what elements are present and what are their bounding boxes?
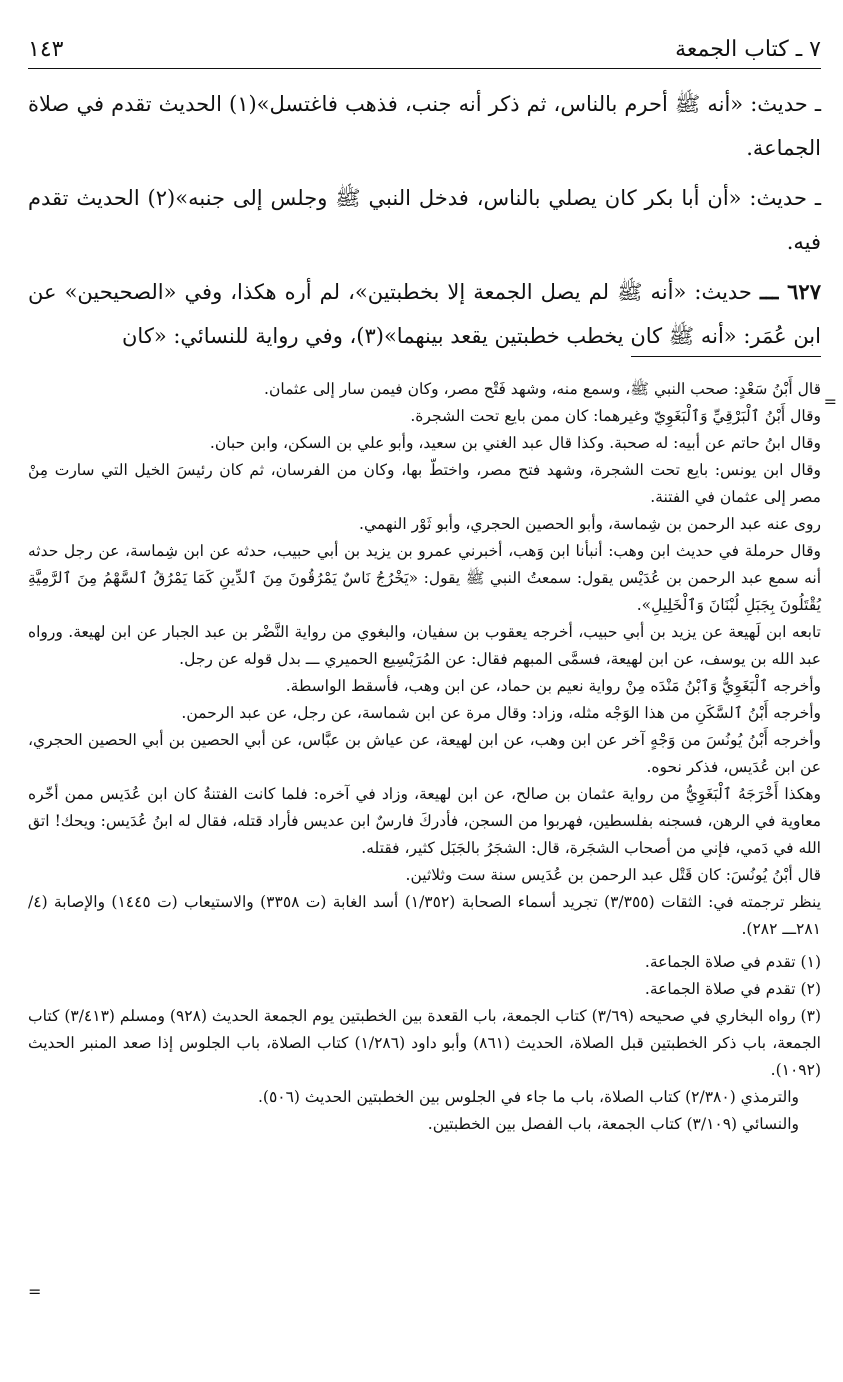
continuation-mark-top: =: [823, 392, 837, 411]
footnotes: [28, 376, 821, 1138]
footnote-divider: [631, 356, 821, 357]
note-line: وأخرجه أَبْنُ ٱلسَّكَنِ من هذا الوَجْه مثله، وزاد: وقال مرة عن ابن شماسة، عن رجل، عن عبد الرحمن.: [181, 704, 821, 722]
note-line: وهكذا أَخْرَجَهُ ٱلْبَغَوِيُّ من رواية عثمان بن صالح، عن ابن لهيعة، وزاد في آخره: فلما كانت الفتنةُ كان ابن عُدَيس ممن أخّره معاوية في الرهن، فسجنه بفلسطين، فهربوا من السجن، فأدركَ فارسٌ ابن عديس فأراد قتله، فقال له ابنُ عُدَيس: ويحك! اتق الله في دَمي، فإني من أصحاب الشجَرة، قال: الشجَرُ بالجَبَل كثير، فقتله.: [28, 785, 821, 857]
main-text: [28, 82, 821, 364]
footnote-3: (٣) رواه البخاري في صحيحه (٣/٦٩) كتاب الجمعة، باب القعدة بين الخطبتين يوم الجمعة الحديث (٩٢٨) ومسلم (٣/٤١٣) كتاب الجمعة، باب ذكر الخطبتين قبل الصلاة، الحديث (٨٦١) وأبو داود (١/٢٨٦) كتاب الصلاة، باب الجلوس إذا صعد المنبر الحديث (١٠٩٢).: [28, 1007, 821, 1079]
continuation-mark-bottom: =: [28, 1282, 42, 1301]
hadith-paragraph-2: ـ حديث: «أن أبا بكر كان يصلي بالناس، فدخل النبي ﷺ وجلس إلى جنبه»(٢) الحديث تقدم فيه.: [28, 186, 821, 254]
note-line: ينظر ترجمته في: الثقات (٣/٣٥٥) تجريد أسماء الصحابة (١/٣٥٢) أسد الغابة (ت ٣٣٥٨) والاستيعاب (ت ١٤٤٥) والإصابة (٤/ ٢٨١ـــ ٢٨٢).: [28, 893, 822, 938]
footnote-1: (١) تقدم في صلاة الجماعة.: [644, 953, 821, 971]
footnote-2: (٢) تقدم في صلاة الجماعة.: [644, 980, 821, 998]
page-header: [28, 30, 821, 69]
note-line: روى عنه عبد الرحمن بن شِماسة، وأبو الحصين الحجري، وأبو ثَوْر النهمي.: [359, 515, 821, 533]
chapter-title: ٧ ـ كتاب الجمعة: [675, 37, 821, 62]
note-line: تابعه ابن لَهيعة عن يزيد بن أبي حبيب، أخرجه يعقوب بن سفيان، والبغوي من رواية النَّضْر بن عبد الجبار عن ابن لهيعة. ورواه عبد الله بن يوسف، عن ابن لهيعة، فسمَّى المبهم فقال: عن المُرَيْسِيع الحميري ـــ بدل قوله عن رجل.: [28, 623, 821, 668]
hadith-paragraph-1: ـ حديث: «أنه ﷺ أحرم بالناس، ثم ذكر أنه جنب، فذهب فاغتسل»(١) الحديث تقدم في صلاة الجماعة.: [28, 92, 821, 160]
note-line: قال أبْنُ يُونُسَ: كان قَتْل عبد الرحمن بن عُدَيس سنة ست وثلاثين.: [405, 866, 821, 884]
note-line: وأخرجه ٱلْبَغَوِيُّ وَٱبْنُ مَنْدَه مِنْ رواية نعيم بن حماد، عن ابن وهب، فأسقط الواسطة.: [285, 677, 821, 695]
footnote-3-cont-1: والترمذي (٢/٣٨٠) كتاب الصلاة، باب ما جاء في الجلوس بين الخطبتين الحديث (٥٠٦).: [257, 1088, 799, 1106]
note-line: وقال أَبْنُ ٱلْبَرْقِيِّ وَٱلْبَغَوِيّ وغيرهما: كان ممن بايع تحت الشجرة.: [410, 407, 821, 425]
note-line: قال أَبْنُ سَعْدٍ: صحب النبي ﷺ، وسمع منه، وشهد فَتْح مصر، وكان فيمن سار إلى عثمان.: [264, 380, 821, 398]
hadith-text: حديث: «أنه ﷺ لم يصل الجمعة إلا بخطبتين»، لم أره هكذا، وفي «الصحيحين» عن ابن عُمَر: «أنه ﷺ كان يخطب خطبتين يقعد بينهما»(٣)، وفي رواية للنسائي: «كان: [28, 280, 821, 348]
note-line: وقال ابن يونس: بايع تحت الشجرة، وشهد فتح مصر، واختطّ بها، وكان من الفرسان، ثم كان رئيسَ الخيل التي سارت مِنْ مصر إلى عثمان في الفتنة.: [28, 461, 821, 506]
hadith-paragraph-3: [28, 270, 821, 358]
footnote-3-cont-2: والنسائي (٣/١٠٩) كتاب الجمعة، باب الفصل بين الخطبتين.: [427, 1115, 799, 1133]
note-line: وأخرجه أَبْنُ يُونُسَ من وَجْهٍ آخر عن ابن وهب، عن ابن لهيعة، عن عياش بن عبَّاس، عن أبي الحصين بن أبي الحصين الحجري، عن ابن عُدَيس، فذكر نحوه.: [28, 731, 821, 776]
hadith-number: ٦٢٧ ـــ: [759, 279, 821, 304]
note-line: وقال حرملة في حديث ابن وهب: أنبأنا ابن وَهب، أخبرني عمرو بن يزيد بن أبي حبيب، حدثه عن ابن شِماسة، عن رجل حدثه أنه سمع عبد الرحمن بن عُدَيْس يقول: سمعتُ النبي ﷺ يقول: «يَخْرُجُ نَاسٌ يَمْرُقُونَ مِنَ ٱلدِّينِ كَمَا يَمْرُقُ ٱلسَّهْمُ مِنَ ٱلرَّمِيَّةِ يُقْتَلُونَ بِجَبَلِ لُبْنَانَ وَٱلْخَلِيلِ».: [28, 542, 821, 614]
page-number: ١٤٣: [28, 37, 64, 62]
note-line: وقال ابنُ حاتم عن أبيه: له صحبة. وكذا قال عبد الغني بن سعيد، وأبو علي بن السكن، وابن حبان.: [209, 434, 821, 452]
